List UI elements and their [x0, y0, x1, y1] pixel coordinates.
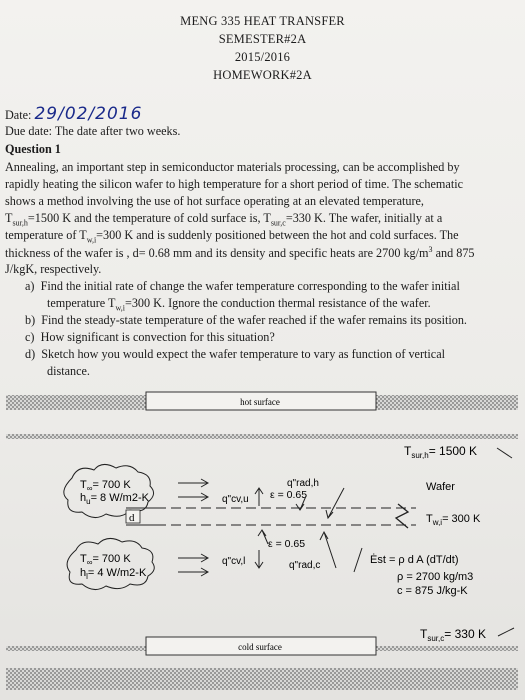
semester-label: SEMESTER#2A: [218, 32, 307, 46]
upper-fluid-cloud: [64, 464, 154, 517]
q-rad-c-label: q"rad,c: [289, 560, 321, 571]
paragraph-line-1: Annealing, an important step in semiconductor materials processing, can be accomplished by: [5, 160, 460, 174]
q-rad-c-arrow: [320, 532, 336, 568]
flow-arrow-lower-2: [178, 568, 208, 576]
eps-bottom-pointer: [258, 530, 268, 544]
paragraph-line-2: rapidly heating the silicon wafer to high temperature for a short period of time. The schematic: [5, 177, 464, 191]
q-cv-u-arrow: [255, 488, 263, 506]
energy-storage-eq: Ėst = ρ d A (dT/dt): [370, 554, 459, 566]
homework-title: HOMEWORK#2A: [213, 68, 312, 82]
tsur-h-label: [404, 444, 477, 460]
cold-surface-hatching: [6, 668, 518, 690]
lower-fluid-temp: $T_\infty= 700$ K: [80, 553, 131, 567]
paragraph-line-7: J/kgK, respectively.: [5, 262, 102, 276]
hot-surface-underside: [6, 434, 518, 439]
flow-arrow-lower-1: [178, 554, 208, 562]
item-b: b) Find the steady-state temperature of the wafer reached if the wafer remains its position.: [25, 313, 467, 327]
svg-text:Tsur,h= 1500 K: $T_{sur,h}= 1500$ K: [404, 444, 478, 460]
tsur-c-pointer: [498, 628, 514, 636]
handwritten-date: 29/02/2016: [34, 104, 143, 124]
item-a: a) Find the initial rate of change the wafer temperature corresponding to the wafer initial: [25, 279, 460, 293]
hot-surface-label: hot surface: [240, 397, 280, 407]
upper-fluid-temp: $T_\infty= 700$ K: [80, 479, 131, 493]
paragraph-line-6: thickness of the wafer is , d= 0.68 mm and its density and specific heats are 2700 $kg/m^3$ and 875: [5, 245, 475, 261]
item-c: c) How significant is convection for this situation?: [25, 330, 275, 344]
date-label: Date:: [5, 108, 32, 122]
wafer-label: Wafer: [426, 481, 455, 493]
flow-arrow-upper-1: [178, 479, 208, 487]
course-title: MENG 335 HEAT TRANSFER: [180, 14, 345, 28]
paragraph-line-5: temperature of $T_{w,i}=300$ K and is suddenly positioned between the hot and cold surfaces. The: [5, 228, 459, 245]
cold-surface-label: cold surface: [238, 642, 282, 652]
est-pointer: [354, 548, 362, 572]
tsur-c-label: $T_{sur,c}= 330$ K: [420, 627, 486, 643]
q-cv-l-label: q"cv,l: [222, 556, 246, 567]
flow-arrow-upper-2: [178, 493, 208, 501]
emissivity-top: ε = 0.65: [270, 489, 308, 501]
q-cv-u-label: q"cv,u: [222, 494, 249, 505]
q-cv-l-arrow: [255, 550, 263, 568]
emissivity-bottom: ε = 0.65: [268, 538, 306, 550]
date-line: [5, 104, 142, 124]
paragraph-line-4: $T_{sur,h}=1500$ K and the temperature of cold surface is, $T_{sur,c}=330$ K. The wafer, initially at a: [5, 211, 443, 228]
item-d-cont: distance.: [47, 364, 90, 378]
paragraph-line-3: shows a method involving the use of hot surface operating at an elevated temperature,: [5, 194, 424, 208]
due-date: Due date: The date after two weeks.: [5, 124, 181, 138]
tsur-h-pointer: [497, 448, 512, 458]
wafer-temp-label: $T_{w,i}= 300$ K: [426, 513, 481, 527]
academic-year: 2015/2016: [234, 50, 291, 64]
item-a-cont: temperature $T_{w,i}=300$ K. Ignore the conduction thermal resistance of the wafer.: [47, 296, 431, 313]
q-rad-h-label: q"rad,h: [287, 478, 319, 489]
specific-heat-label: c = 875 J/kg-K: [397, 585, 468, 597]
lower-fluid-h: $h_l= 4$ W/m2-K: [80, 567, 147, 581]
density-label: ρ = 2700 kg/m3: [397, 571, 474, 583]
item-d: d) Sketch how you would expect the wafer temperature to vary as function of vertical: [25, 347, 445, 361]
wafer-schematic: [0, 386, 525, 700]
upper-fluid-h: $h_u= 8$ W/m2-K: [80, 492, 149, 506]
q-rad-h-arrow: [326, 488, 344, 518]
question-title: Question 1: [5, 142, 61, 156]
thickness-label: d: [129, 512, 135, 524]
